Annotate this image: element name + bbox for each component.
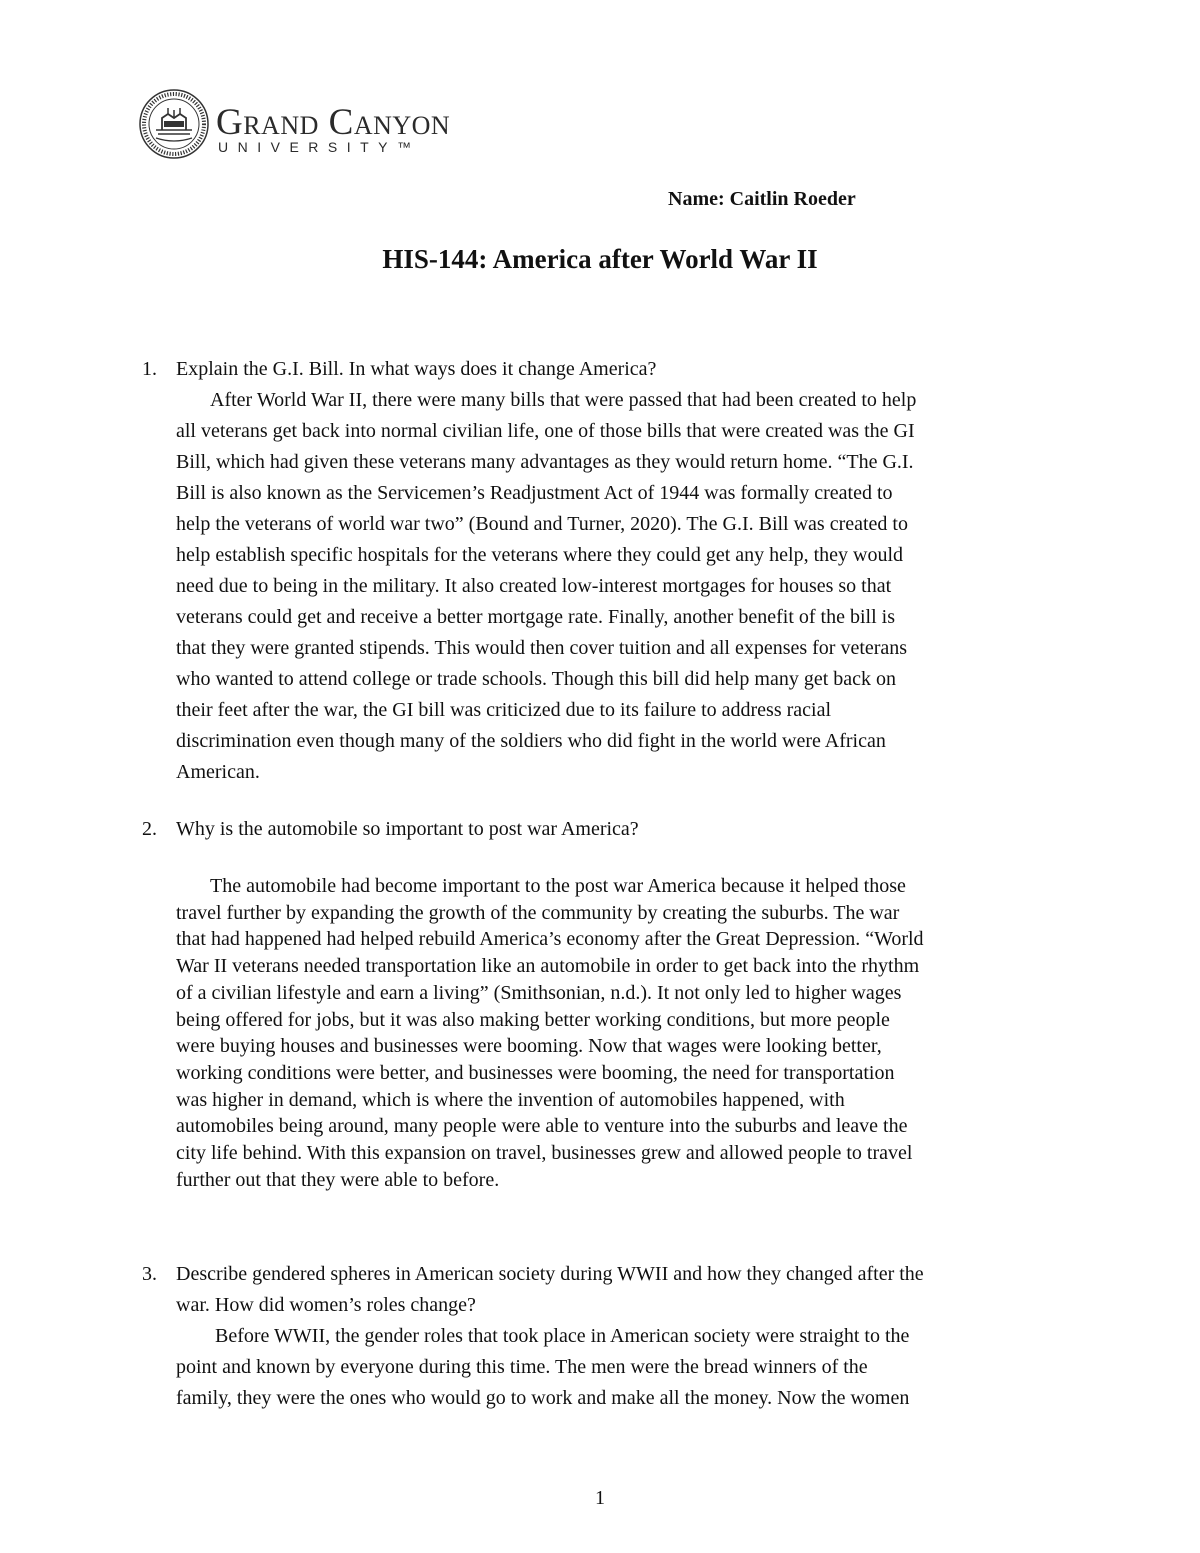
answer-line: of a civilian lifestyle and earn a living” (Smithsonian, n.d.). It not only led to higher wages — [176, 981, 902, 1004]
answer-line: who wanted to attend college or trade schools. Though this bill did help many get back on — [176, 668, 897, 690]
page-title: HIS-144: America after World War II — [382, 244, 818, 274]
prompt-line: war. How did women’s roles change? — [176, 1294, 476, 1316]
answer-line: Bill, which had given these veterans many advantages as they would return home. “The G.I. — [176, 451, 914, 473]
answer-line: American. — [176, 761, 260, 783]
answer-line: help the veterans of world war two” (Bound and Turner, 2020). The G.I. Bill was created to — [176, 513, 908, 535]
question-2 — [142, 814, 1062, 845]
question-number: 2. — [142, 818, 157, 840]
answer-line: After World War II, there were many bills that were passed that had been created to help — [210, 389, 917, 411]
answer-line: that had happened had helped rebuild America’s economy after the Great Depression. “World — [176, 928, 924, 951]
answer-2 — [176, 873, 1056, 1193]
answer-line: Bill is also known as the Servicemen’s Readjustment Act of 1944 was formally created to — [176, 482, 893, 504]
answer-line: travel further by expanding the growth of the community by creating the suburbs. The war — [176, 901, 900, 924]
question-1 — [142, 354, 1062, 385]
question-number: 1. — [142, 358, 157, 380]
answer-line: need due to being in the military. It also created low-interest mortgages for houses so that — [176, 575, 892, 597]
answer-line: War II veterans needed transportation like an automobile in order to get back into the rhythm — [176, 955, 920, 978]
page-number: 1 — [595, 1487, 605, 1509]
question-3 — [142, 1259, 1062, 1321]
student-name: Name: Caitlin Roeder — [668, 188, 856, 210]
answer-line: city life behind. With this expansion on travel, businesses grew and allowed people to travel — [176, 1142, 913, 1165]
answer-line: being offered for jobs, but it was also making better working conditions, but more people — [176, 1008, 890, 1031]
question-prompt: Explain the G.I. Bill. In what ways does it change America? — [176, 358, 657, 380]
question-number: 3. — [142, 1263, 157, 1285]
answer-line: The automobile had become important to the post war America because it helped those — [210, 875, 906, 897]
answer-line: point and known by everyone during this time. The men were the bread winners of the — [176, 1356, 868, 1378]
answer-line: discrimination even though many of the soldiers who did fight in the world were African — [176, 730, 886, 752]
answer-line: working conditions were better, and businesses were booming, the need for transportation — [176, 1061, 895, 1084]
university-logo — [138, 88, 458, 160]
answer-line: family, they were the ones who would go to work and make all the money. Now the women — [176, 1387, 910, 1409]
answer-line: further out that they were able to before. — [176, 1168, 500, 1191]
answer-1 — [176, 385, 1056, 788]
answer-line: automobiles being around, many people were able to venture into the suburbs and leave the — [176, 1115, 908, 1138]
answer-line: their feet after the war, the GI bill was criticized due to its failure to address racial — [176, 699, 832, 721]
university-seal-icon — [138, 88, 210, 160]
answer-line: were buying houses and businesses were booming. Now that wages were looking better, — [176, 1035, 882, 1058]
logo-name: Grand Canyon — [216, 102, 451, 143]
answer-line: Before WWII, the gender roles that took place in American society were straight to the — [210, 1325, 910, 1347]
answer-line: help establish specific hospitals for the veterans where they could get any help, they would — [176, 544, 904, 566]
answer-line: that they were granted stipends. This would then cover tuition and all expenses for veterans — [176, 637, 908, 659]
logo-subtitle: UNIVERSITY™ — [218, 139, 421, 155]
answer-line: veterans could get and receive a better mortgage rate. Finally, another benefit of the bill is — [176, 606, 895, 628]
prompt-line: Describe gendered spheres in American society during WWII and how they changed after the — [176, 1263, 924, 1285]
answer-line: was higher in demand, which is where the invention of automobiles happened, with — [176, 1088, 845, 1111]
question-prompt: Why is the automobile so important to post war America? — [176, 818, 639, 840]
answer-line: all veterans get back into normal civilian life, one of those bills that were created was the GI — [176, 420, 915, 442]
answer-3 — [176, 1321, 1056, 1414]
question-prompt — [176, 1259, 1062, 1321]
